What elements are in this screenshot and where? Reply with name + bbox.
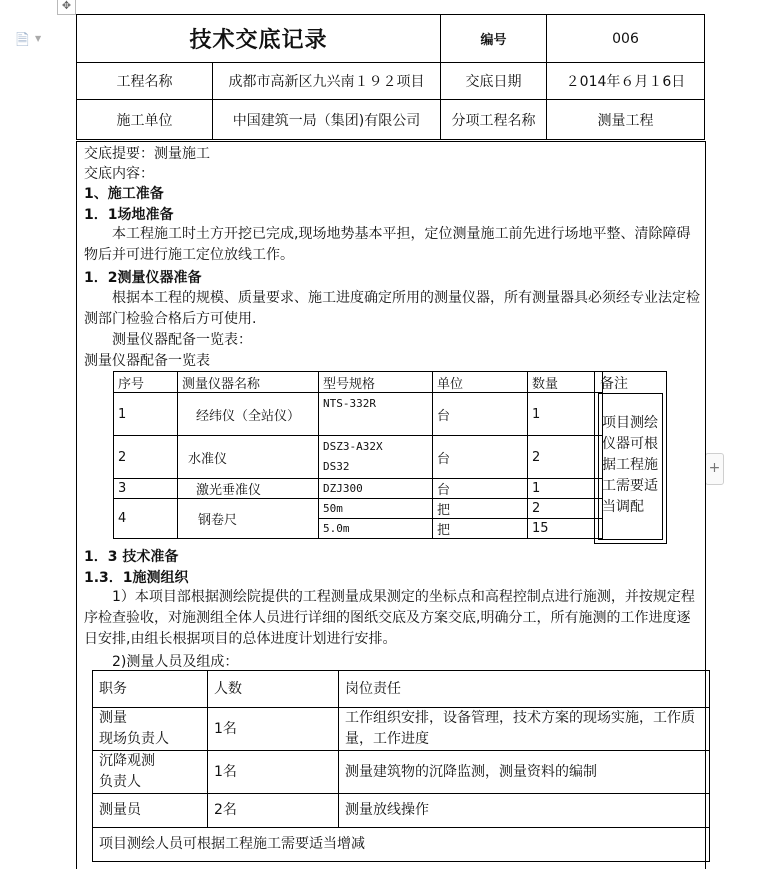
table-row xyxy=(114,436,603,479)
table-row xyxy=(114,499,603,519)
row-model: 50m xyxy=(319,499,433,519)
row-name: 水准仪 xyxy=(178,436,319,479)
role-line2: 负责人 xyxy=(99,774,141,790)
document-title: 技术交底记录 xyxy=(77,15,441,63)
row-no: 4 xyxy=(114,499,178,539)
chevron-down-icon[interactable]: ▼ xyxy=(35,34,42,43)
row-unit: 台 xyxy=(433,393,528,436)
row-qty: 15 xyxy=(528,519,603,539)
role-line2: 现场负责人 xyxy=(99,731,169,747)
col-header-no: 序号 xyxy=(114,372,178,393)
row-model: 5.0m xyxy=(319,519,433,539)
row-unit: 把 xyxy=(433,499,528,519)
role-cell xyxy=(93,751,208,794)
col-header-remark: 备注 xyxy=(600,376,628,392)
project-name-value: 成都市高新区九兴南１９２项目 xyxy=(213,63,441,100)
row-unit: 把 xyxy=(433,519,528,539)
row-no: 1 xyxy=(114,393,178,436)
personnel-intro: 2)测量人员及组成： xyxy=(112,654,239,670)
section-1-1-paragraph: 本工程施工时土方开挖已完成,现场地势基本平担，定位测量施工前先进行场地平整、清除障碍物后并可进行施工定位放线工作。 xyxy=(84,226,691,263)
col-header-qty: 数量 xyxy=(528,372,603,393)
table-row xyxy=(114,393,603,436)
section-1-2-paragraph: 根据本工程的规模、质量要求、施工进度确定所用的测量仪器，所有测量器具必须经专业法定检测部门检验合格后方可使用. xyxy=(84,290,700,327)
duty-cell: 测量建筑物的沉降监测，测量资料的编制 xyxy=(339,751,710,794)
col-header-model: 型号规格 xyxy=(319,372,433,393)
date-label: 交底日期 xyxy=(441,63,547,100)
instrument-list-caption: 测量仪器配备一览表 xyxy=(84,353,210,369)
row-model: NTS-332R xyxy=(319,393,433,436)
duty-cell: 工作组织安排，设备管理，技术方案的现场实施，工作质量，工作进度 xyxy=(339,708,710,751)
col-header-role: 职务 xyxy=(93,671,208,708)
role-cell: 测量员 xyxy=(93,794,208,828)
role-cell xyxy=(93,708,208,751)
number-value: 006 xyxy=(547,15,705,63)
content-label: 交底内容： xyxy=(84,166,154,182)
section-1-3-heading: 1．3 技术准备 xyxy=(84,549,179,565)
row-unit: 台 xyxy=(433,436,528,479)
personnel-footer: 项目测绘人员可根据工程施工需要适当增减 xyxy=(93,828,710,862)
row-name: 钢卷尺 xyxy=(178,499,319,539)
row-name: 激光垂准仪 xyxy=(178,479,319,499)
row-model-line1: DSZ3-A32X xyxy=(323,440,383,453)
contractor-label: 施工单位 xyxy=(77,100,213,140)
row-name: 经纬仪（全站仪） xyxy=(178,393,319,436)
instrument-table xyxy=(113,371,603,539)
table-row xyxy=(93,794,710,828)
count-cell: 2名 xyxy=(208,794,339,828)
role-line1: 测量 xyxy=(99,710,127,726)
col-header-unit: 单位 xyxy=(433,372,528,393)
project-name-label: 工程名称 xyxy=(77,63,213,100)
section-1-1-heading: 1．1场地准备 xyxy=(84,207,174,223)
row-qty: 1 xyxy=(528,479,603,499)
col-header-duty: 岗位责任 xyxy=(339,671,710,708)
header-table xyxy=(76,14,705,140)
count-cell: 1名 xyxy=(208,751,339,794)
table-row xyxy=(93,828,710,862)
table-move-handle-icon[interactable]: ✥ xyxy=(57,0,76,15)
row-qty: 1 xyxy=(528,393,603,436)
row-no: 2 xyxy=(114,436,178,479)
col-header-name: 测量仪器名称 xyxy=(178,372,319,393)
row-qty: 2 xyxy=(528,499,603,519)
role-line1: 沉降观测 xyxy=(99,753,155,769)
subproject-label: 分项工程名称 xyxy=(441,100,547,140)
row-no: 3 xyxy=(114,479,178,499)
summary-line: 交底提要：测量施工 xyxy=(84,146,210,162)
table-row xyxy=(93,751,710,794)
number-label: 编号 xyxy=(441,15,547,63)
table-row xyxy=(93,708,710,751)
remark-cell: 项目测绘仪器可根据工程施工需要适当调配 xyxy=(598,393,663,540)
section-1-2-heading: 1．2测量仪器准备 xyxy=(84,270,202,286)
col-header-count: 人数 xyxy=(208,671,339,708)
section-1-heading: 1、施工准备 xyxy=(84,186,164,202)
row-model-line2: DS32 xyxy=(323,460,350,473)
add-column-icon[interactable]: + xyxy=(705,453,724,485)
row-unit: 台 xyxy=(433,479,528,499)
instrument-list-label: 测量仪器配备一览表： xyxy=(112,332,252,348)
row-model xyxy=(319,436,433,479)
document-icon[interactable]: 🗎 xyxy=(16,30,29,49)
section-1-3-1-heading: 1.3．1施测组织 xyxy=(84,570,189,586)
personnel-table xyxy=(92,670,710,862)
row-model: DZJ300 xyxy=(319,479,433,499)
row-qty: 2 xyxy=(528,436,603,479)
subproject-value: 测量工程 xyxy=(547,100,705,140)
count-cell: 1名 xyxy=(208,708,339,751)
duty-cell: 测量放线操作 xyxy=(339,794,710,828)
section-1-3-1-paragraph: 1）本项目部根据测绘院提供的工程测量成果测定的坐标点和高程控制点进行施测，并按规定程序检查验收，对施测组全体人员进行详细的图纸交底及方案交底,明确分工，所有施测的工作进度逐日安排,由组长根据项目的总体进度计划进行安排。 xyxy=(84,589,695,647)
table-row xyxy=(114,479,603,499)
contractor-value: 中国建筑一局（集团)有限公司 xyxy=(213,100,441,140)
date-value: ２014年６月１6日 xyxy=(547,63,705,100)
